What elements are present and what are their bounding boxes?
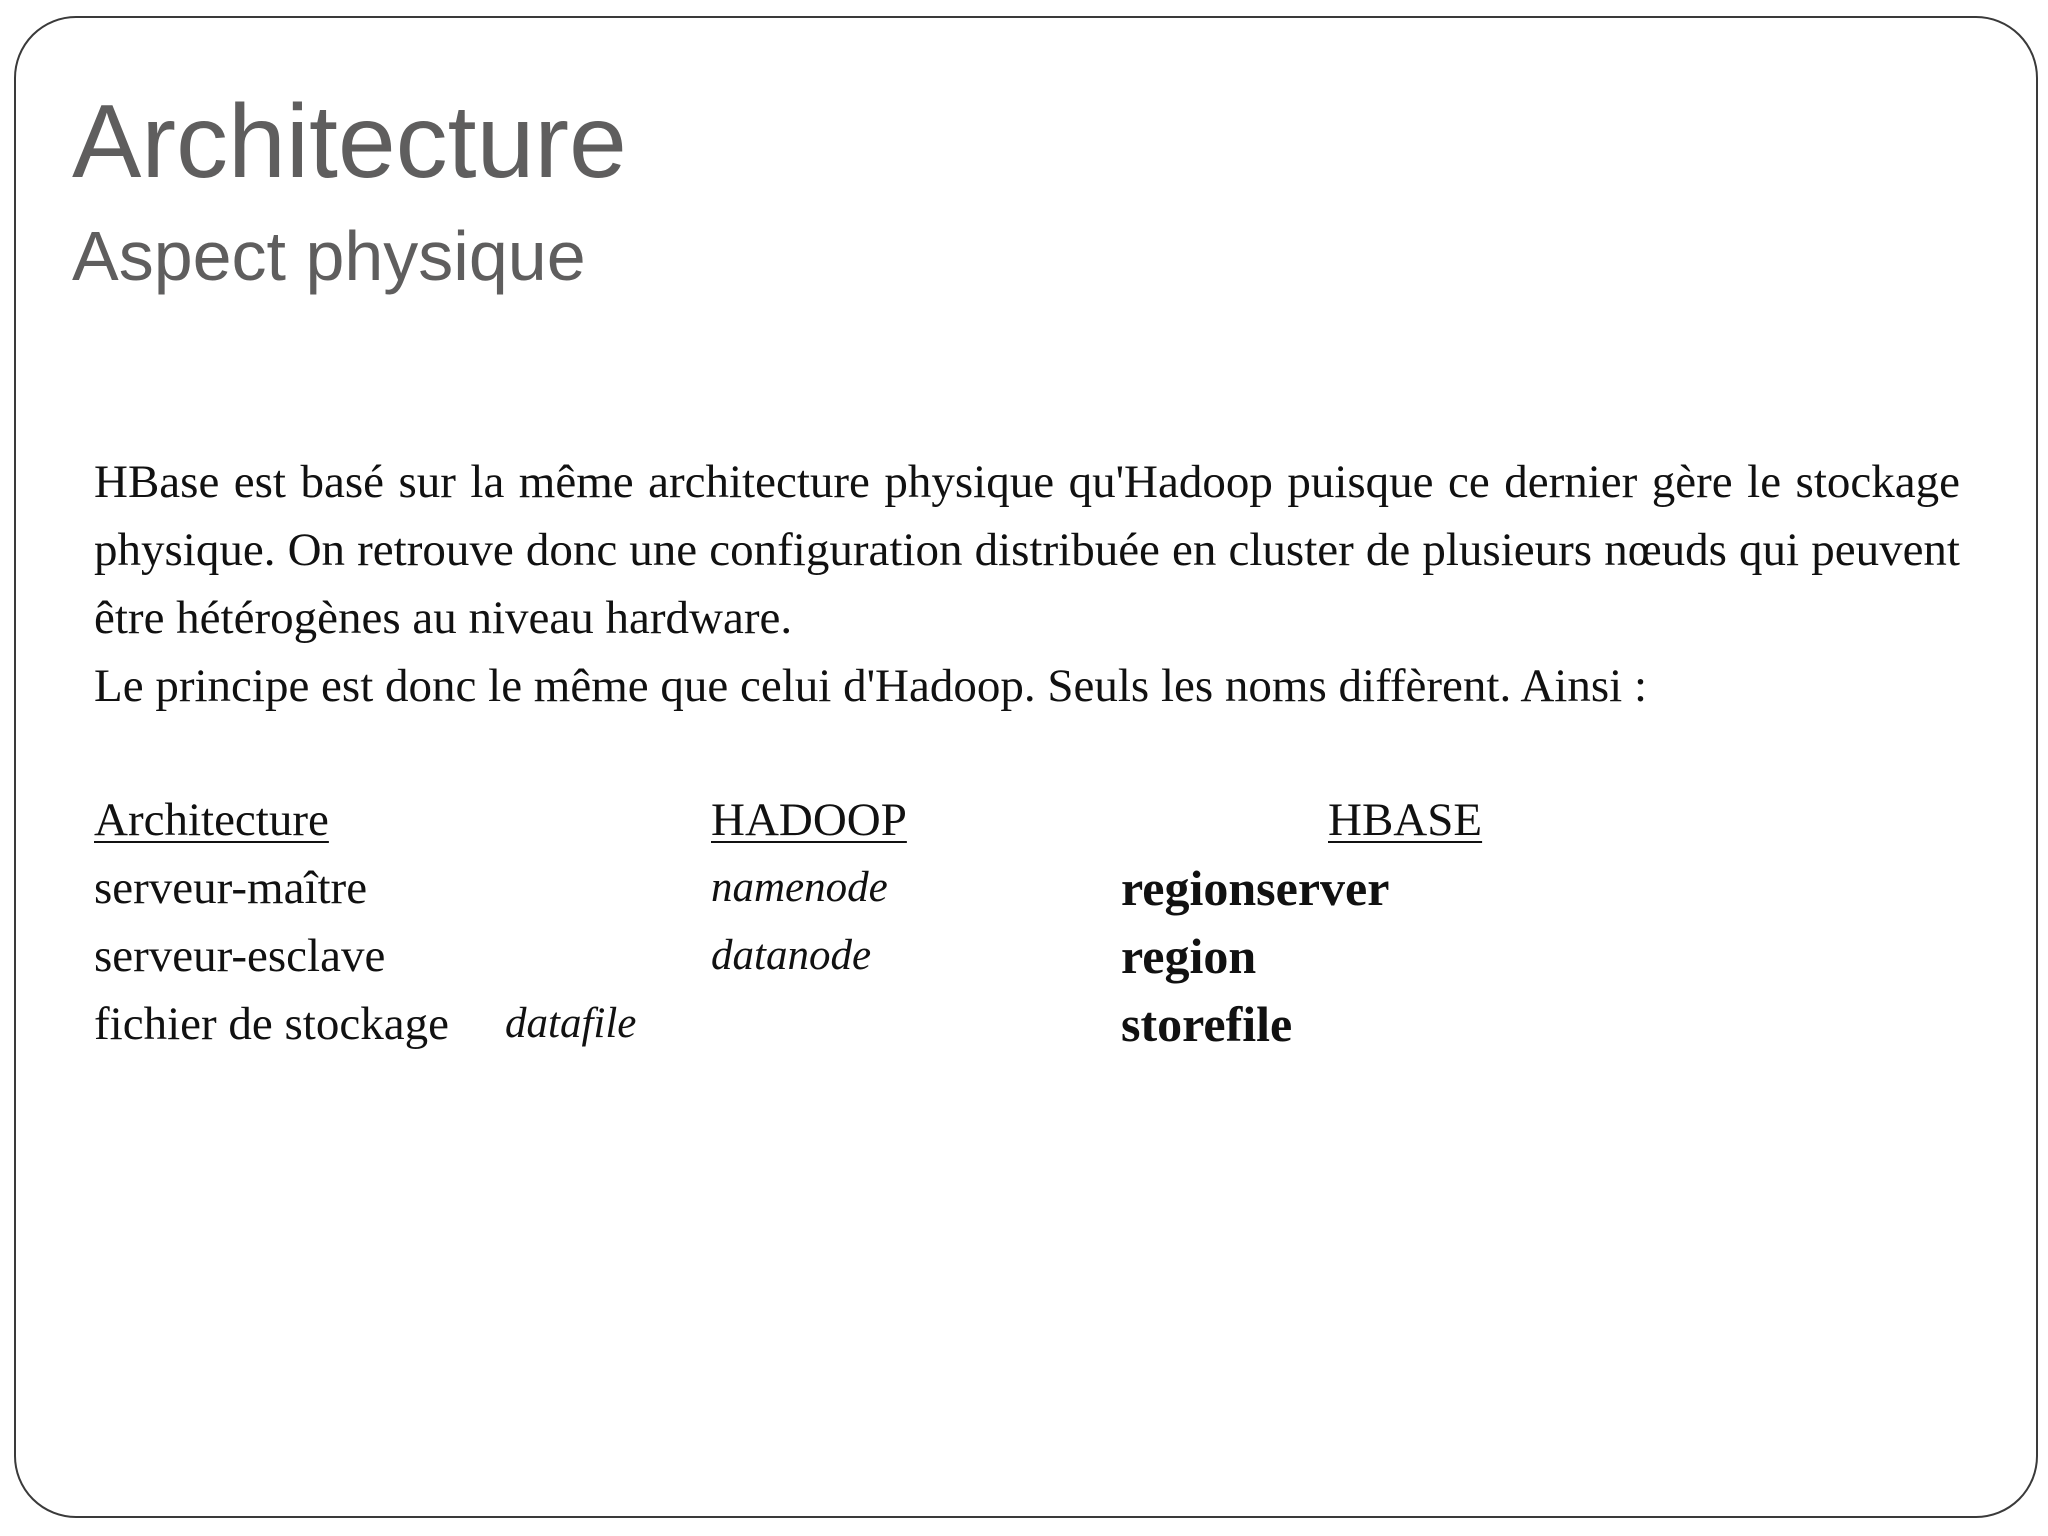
row-2-hbase: region	[1121, 928, 1257, 984]
row-1-hadoop: namenode	[711, 864, 888, 911]
header-hbase: HBASE	[1328, 794, 1483, 846]
comparison-table	[94, 786, 1594, 1086]
row-1-architecture: serveur-maître	[94, 862, 368, 914]
paragraph-principle: Le principe est donc le même que celui d'Hadoop. Seuls les noms diffèrent. Ainsi :	[94, 660, 1648, 712]
header-hadoop: HADOOP	[711, 794, 907, 846]
row-1-hbase: regionserver	[1121, 860, 1390, 916]
row-3-hadoop: datafile	[505, 1000, 637, 1047]
slide-frame	[14, 16, 2038, 1518]
header-architecture: Architecture	[94, 794, 329, 846]
row-3-hbase: storefile	[1121, 996, 1293, 1052]
row-3-architecture: fichier de stockage	[94, 998, 449, 1050]
paragraph-intro: HBase est basé sur la même architecture physique qu'Hadoop puisque ce dernier gère le stockage physique. On retrouve donc une configuration distribuée en cluster de plusieurs nœuds qui peuvent être hétérogènes au niveau hardware.	[94, 456, 1960, 644]
slide-title: Architecture	[72, 84, 627, 200]
body-text	[94, 448, 1960, 720]
row-2-architecture: serveur-esclave	[94, 930, 386, 982]
slide-subtitle: Aspect physique	[72, 217, 586, 295]
row-2-hadoop: datanode	[711, 932, 872, 979]
